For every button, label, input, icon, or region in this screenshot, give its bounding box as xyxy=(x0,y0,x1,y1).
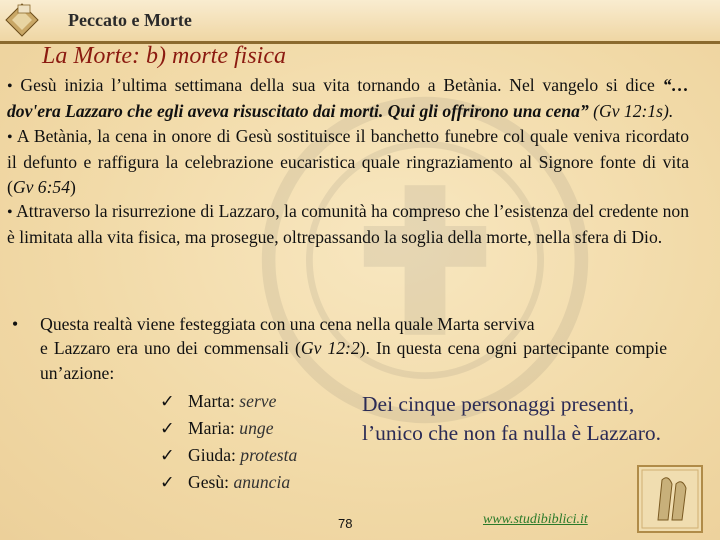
person-action: unge xyxy=(239,418,274,438)
check-icon: ✓ xyxy=(160,472,175,492)
indented-continuation xyxy=(40,336,667,385)
checklist xyxy=(160,388,297,496)
check-icon: ✓ xyxy=(160,418,175,438)
list-item xyxy=(160,388,297,415)
check-icon: ✓ xyxy=(160,391,175,411)
slide-title: La Morte: b) morte fisica xyxy=(42,43,286,69)
person-action: serve xyxy=(239,391,277,411)
list-item xyxy=(160,415,297,442)
bullet: • xyxy=(12,314,19,334)
indented-first-line xyxy=(12,312,667,336)
paragraph-1 xyxy=(7,73,689,124)
studibiblici-logo-icon xyxy=(628,462,712,538)
header-title: Peccato e Morte xyxy=(68,10,192,30)
reference-text: (Gv 12:1s). xyxy=(588,101,674,122)
header-bar xyxy=(0,0,720,42)
paragraph-3 xyxy=(7,199,689,250)
person-name: Marta: xyxy=(188,391,240,411)
list-item xyxy=(160,442,297,469)
paragraph-text: Gesù inizia l’ultima settimana della sua vita tornando a Betània. Nel vangelo si dice xyxy=(12,75,663,95)
quote-text: “…dov'era Lazzaro che egli aveva risuscitato dai morti. Qui gli offrirono una cena” xyxy=(7,75,689,122)
bullet: • xyxy=(7,78,13,95)
indented-text-a: e Lazzaro era uno dei commensali ( xyxy=(40,338,301,359)
person-name: Gesù: xyxy=(188,472,234,492)
paragraph-text-end: ) xyxy=(70,176,76,197)
diamond-logo-icon xyxy=(4,2,40,38)
person-action: anuncia xyxy=(233,472,291,492)
reference-text: Gv 12:2 xyxy=(300,338,360,359)
paragraph-text: Attraverso la risurrezione di Lazzaro, la comunità ha compreso che l’esistenza del credente non è limitata alla vita fisica, ma prosegue, oltrepassando la soglia della morte, nella sfera di Dio. xyxy=(7,201,689,248)
body-text xyxy=(7,73,689,250)
bullet: • xyxy=(7,128,13,146)
reference-text: Gv 6:54 xyxy=(12,176,71,197)
side-note: Dei cinque personaggi presenti, l’unico che non fa nulla è Lazzaro. xyxy=(362,392,662,445)
indented-line-1: Questa realtà viene festeggiata con una cena nella quale Marta serviva xyxy=(40,314,535,334)
person-action: protesta xyxy=(240,445,298,465)
bullet: • xyxy=(7,204,13,222)
check-icon: ✓ xyxy=(160,445,175,465)
person-name: Giuda: xyxy=(188,445,241,465)
paragraph-2 xyxy=(7,124,689,199)
indented-paragraph xyxy=(12,312,667,385)
page-number: 78 xyxy=(338,516,353,531)
paragraph-text: A Betània, la cena in onore di Gesù sostituisce il banchetto funebre col quale veniva ricordato il defunto e raffigura la celebrazione eucaristica quale ringraziamento al Signore fonte di vita ( xyxy=(7,125,689,197)
footer-website-link[interactable]: www.studibiblici.it xyxy=(483,512,588,527)
person-name: Maria: xyxy=(188,418,240,438)
list-item xyxy=(160,469,297,496)
indented-text-b: ). In questa cena ogni partecipante compie un’azione: xyxy=(40,338,668,383)
